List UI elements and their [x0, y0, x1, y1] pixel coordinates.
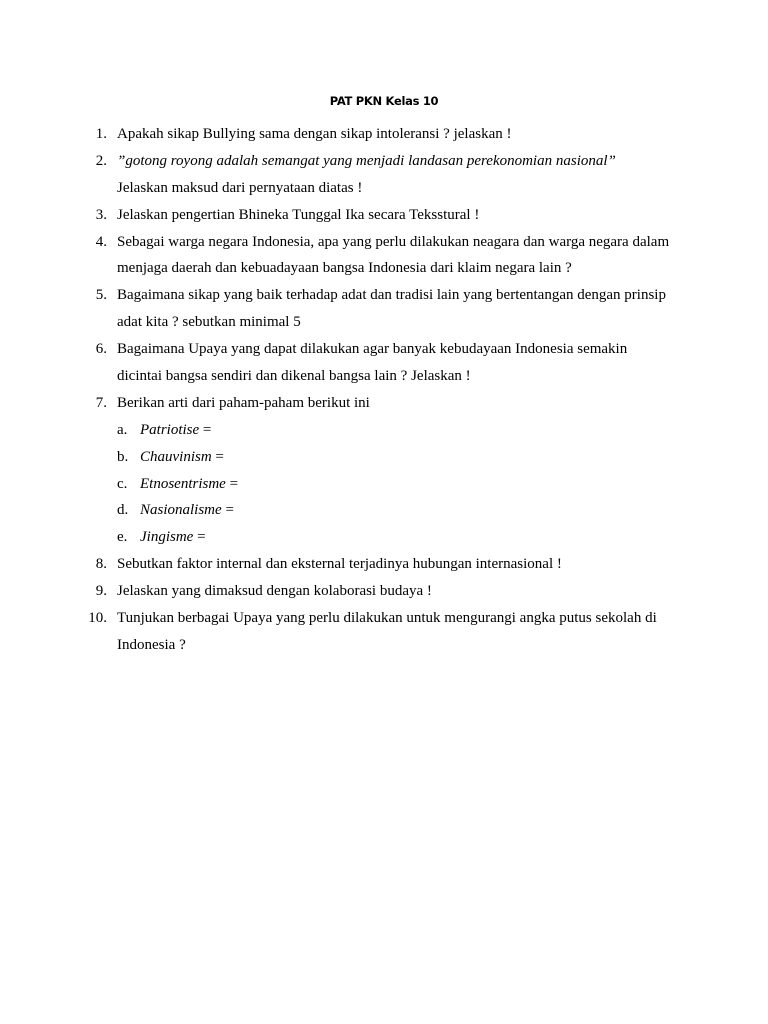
question-text: Bagaimana Upaya yang dapat dilakukan agar banyak kebudayaan Indonesia semakin [117, 341, 628, 358]
question-text: adat kita ? sebutkan minimal 5 [117, 314, 301, 331]
question-10 [0, 605, 768, 632]
sub-item-suffix: = [193, 529, 206, 546]
question-1 [0, 121, 768, 148]
question-7 [0, 390, 768, 417]
question-8 [0, 551, 768, 578]
question-text: Bagaimana sikap yang baik terhadap adat dan tradisi lain yang bertentangan dengan prinsip [117, 287, 666, 304]
question-2-continuation [0, 175, 768, 202]
question-number: 3. [95, 206, 107, 223]
question-text: Sebagai warga negara Indonesia, apa yang perlu dilakukan neagara dan warga negara dalam [117, 233, 670, 250]
sub-item-suffix: = [199, 421, 212, 438]
sub-item-term: Jingisme [140, 529, 194, 546]
sub-item-letter: c. [117, 475, 128, 492]
question-number: 8. [95, 556, 107, 573]
sub-item-letter: a. [117, 421, 128, 438]
question-4 [0, 229, 768, 256]
question-number: 6. [95, 341, 107, 358]
sub-item-d [0, 497, 768, 524]
question-text: Jelaskan pengertian Bhineka Tunggal Ika secara Teksstural ! [117, 206, 480, 223]
question-text: Sebutkan faktor internal dan eksternal terjadinya hubungan internasional ! [117, 556, 562, 573]
question-6 [0, 336, 768, 363]
question-5-continuation [0, 309, 768, 336]
sub-item-c [0, 471, 768, 498]
question-2 [0, 148, 768, 175]
sub-item-suffix: = [225, 475, 239, 492]
question-10-continuation [0, 632, 768, 659]
question-text: menjaga daerah dan kebuadayaan bangsa Indonesia dari klaim negara lain ? [117, 260, 572, 277]
sub-item-letter: b. [117, 448, 129, 465]
sub-item-suffix: = [221, 502, 234, 519]
sub-item-a [0, 417, 768, 444]
sub-item-suffix: = [211, 448, 224, 465]
question-quote: ”gotong royong adalah semangat yang menjadi landasan perekonomian nasional” [117, 152, 616, 169]
question-number: 9. [95, 583, 107, 600]
question-number: 5. [95, 287, 107, 304]
question-list [0, 121, 768, 659]
question-4-continuation [0, 255, 768, 282]
question-number: 4. [95, 233, 107, 250]
sub-item-term: Etnosentrisme [140, 475, 226, 492]
question-text: Jelaskan yang dimaksud dengan kolaborasi budaya ! [117, 583, 432, 600]
question-text: Tunjukan berbagai Upaya yang perlu dilakukan untuk mengurangi angka putus sekolah di [117, 610, 657, 627]
question-number: 7. [95, 394, 107, 411]
question-text: Indonesia ? [117, 636, 186, 653]
sub-item-term: Patriotise [140, 421, 200, 438]
question-text: dicintai bangsa sendiri dan dikenal bangsa lain ? Jelaskan ! [117, 368, 471, 385]
sub-item-term: Chauvinism [140, 448, 212, 465]
question-number: 2. [95, 152, 107, 169]
question-5 [0, 282, 768, 309]
question-number: 1. [95, 126, 107, 142]
question-3 [0, 202, 768, 229]
question-text: Jelaskan maksud dari pernyataan diatas ! [117, 179, 363, 196]
sub-item-b [0, 444, 768, 471]
sub-item-letter: d. [117, 502, 129, 519]
sub-item-e [0, 524, 768, 551]
page-title: PAT PKN Kelas 10 [329, 94, 439, 108]
question-text: Apakah sikap Bullying sama dengan sikap intoleransi ? jelaskan ! [117, 126, 512, 142]
question-text: Berikan arti dari paham-paham berikut ini [117, 394, 370, 411]
question-6-continuation [0, 363, 768, 390]
sub-item-term: Nasionalisme [140, 502, 222, 519]
sub-item-letter: e. [117, 529, 128, 546]
question-number: 10. [88, 610, 107, 627]
question-9 [0, 578, 768, 605]
